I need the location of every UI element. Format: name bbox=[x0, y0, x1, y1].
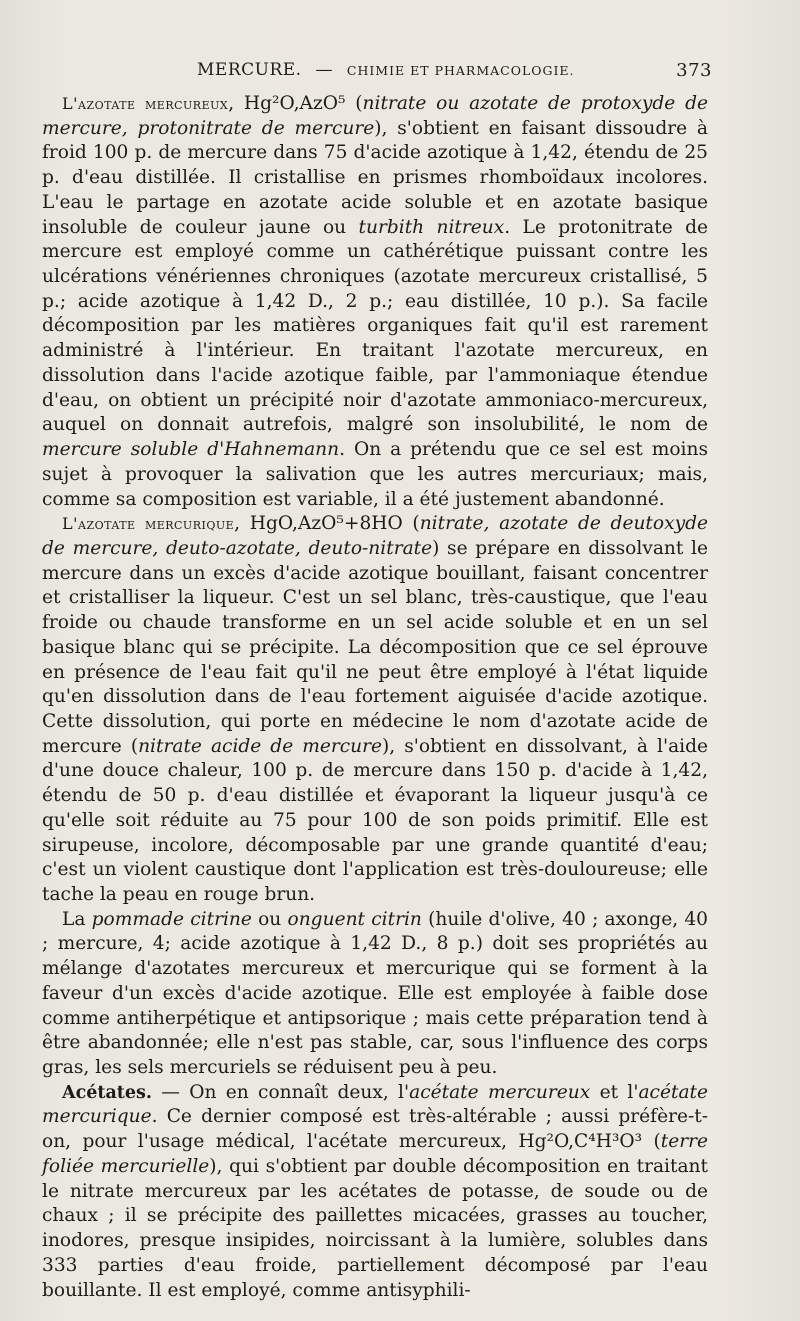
text-run: ou bbox=[251, 908, 288, 930]
italic-term: turbith nitreux bbox=[358, 216, 505, 238]
text-run: — On en connaît deux, l' bbox=[151, 1081, 410, 1103]
italic-term: terre foliée mercurielle bbox=[42, 1131, 708, 1177]
small-caps-heading: L'azotate mercurique bbox=[62, 514, 235, 534]
italic-term: nitrate ou azotate de protoxyde de mercure, protonitrate de mercure bbox=[42, 93, 708, 139]
italic-term: onguent citrin bbox=[287, 908, 422, 930]
text-run: . Ce dernier composé est très-altérable ; aussi préfère-t-on, pour l'usage médical, l'acétate mercureux, Hg²O,C⁴H³O³ ( bbox=[42, 1106, 708, 1153]
italic-term: mercure soluble d'Hahnemann bbox=[42, 439, 340, 461]
section-title: CHIMIE ET PHARMACOLOGIE. bbox=[346, 63, 575, 78]
chapter-title: MERCURE. bbox=[197, 60, 302, 80]
paragraph-azotate-mercurique bbox=[42, 512, 708, 908]
text-run: . On a prétendu que ce sel est moins sujet à provoquer la salivation que les autres mercuriaux; mais, comme sa composition est variable, il a été justement abandonné. bbox=[42, 439, 708, 510]
text-run: (huile d'olive, 40 ; axonge, 40 ; mercure, 4; acide azotique à 1,42 D., 8 p.) doit ses propriétés au mélange d'azotates mercureux et mercurique qui se forment à la faveur d'un excès d'acide azotique. Elle est employée à faible dose comme antiherpétique et antipsorique ; mais cette préparation tend à être abandonnée; elle n'est pas stable, car, sous l'influence des corps gras, les sels mercuriels se réduisent peu à peu. bbox=[42, 908, 708, 1079]
text-run: La bbox=[62, 908, 92, 930]
text-run: ), s'obtient en faisant dissoudre à froid 100 p. de mercure dans 75 d'acide azotique à 1,42, étendu de 25 p. d'eau distillée. Il cristallise en prismes rhomboïdaux incolores. L'eau le partage en azotate acide soluble et en azotate basique insoluble de couleur jaune ou bbox=[42, 117, 708, 238]
italic-term: nitrate acide de mercure bbox=[138, 735, 383, 757]
running-head bbox=[42, 60, 710, 88]
small-caps-heading: L'azotate mercureux bbox=[62, 94, 229, 113]
text-run: ), qui s'obtient par double décomposition en traitant le nitrate mercureux par les acétates de potasse, de soude ou de chaux ; il se précipite des paillettes micacées, grasses au toucher, inodores, presque insipides, noircissant à la lumière, solubles dans 333 parties d'eau froide, partiellement décomposé par l'eau bouillante. Il est employé, comme antisyphili- bbox=[42, 1155, 708, 1301]
italic-term: pommade citrine bbox=[91, 908, 252, 930]
page-number: 373 bbox=[676, 60, 712, 81]
body-text bbox=[42, 92, 708, 1303]
text-run: ) se prépare en dissolvant le mercure dans un excès d'acide azotique bouillant, faisant concentrer et cristalliser la liqueur. C'est un sel blanc, très-caustique, que l'eau froide ou chaude transforme en un sel acide soluble et en un sel basique blanc qui se précipite. La décomposition que ce sel éprouve en présence de l'eau fait qu'il ne peut être employé à l'état liquide qu'en dissolution dans de l'eau fortement aiguisée d'acide azotique. Cette dissolution, qui porte en médecine le nom d'azotate acide de mercure ( bbox=[42, 537, 708, 757]
paragraph-acetates bbox=[42, 1081, 708, 1303]
text-run: et l' bbox=[590, 1081, 639, 1103]
header-dash: — bbox=[315, 60, 333, 80]
italic-term: nitrate, azotate de deutoxyde de mercure, deuto-azotate, deuto-nitrate bbox=[42, 513, 708, 559]
italic-term: acétate mercureux bbox=[409, 1081, 591, 1103]
text-run: , Hg²O,AzO⁵ ( bbox=[228, 93, 363, 114]
text-run: , HgO,AzO⁵+8HO ( bbox=[234, 513, 420, 535]
italic-term: acétate mercurique bbox=[42, 1081, 709, 1128]
running-head-title bbox=[197, 60, 575, 80]
bold-heading: Acétates. bbox=[62, 1082, 152, 1103]
paragraph-pommade-citrine bbox=[42, 908, 708, 1081]
text-run: ), s'obtient en dissolvant, à l'aide d'une douce chaleur, 100 p. de mercure dans 150 p. d'acide à 1,42, étendu de 50 p. d'eau distillée et évaporant la liqueur jusqu'à ce qu'elle soit réduite au 75 pour 100 de son poids primitif. Elle est sirupeuse, incolore, décomposable par une grande quantité d'eau; c'est un violent caustique dont l'application est très-douloureuse; elle tache la peau en rouge brun. bbox=[42, 735, 709, 905]
text-run: . Le protonitrate de mercure est employé comme un cathérétique puissant contre les ulcérations vénériennes chroniques (azotate mercureux cristallisé, 5 p.; acide azotique à 1,42 D., 2 p.; eau distillée, 10 p.). Sa facile décomposition par les matières organiques fait qu'il est rarement administré à l'intérieur. En traitant l'azotate mercureux, en dissolution dans l'acide azotique faible, par l'ammoniaque étendue d'eau, on obtient un précipité noir d'azotate ammoniaco-mercureux, auquel on donnait autrefois, malgré son insolubilité, le nom de bbox=[42, 216, 709, 436]
paragraph-azotate-mercureux bbox=[42, 92, 708, 512]
